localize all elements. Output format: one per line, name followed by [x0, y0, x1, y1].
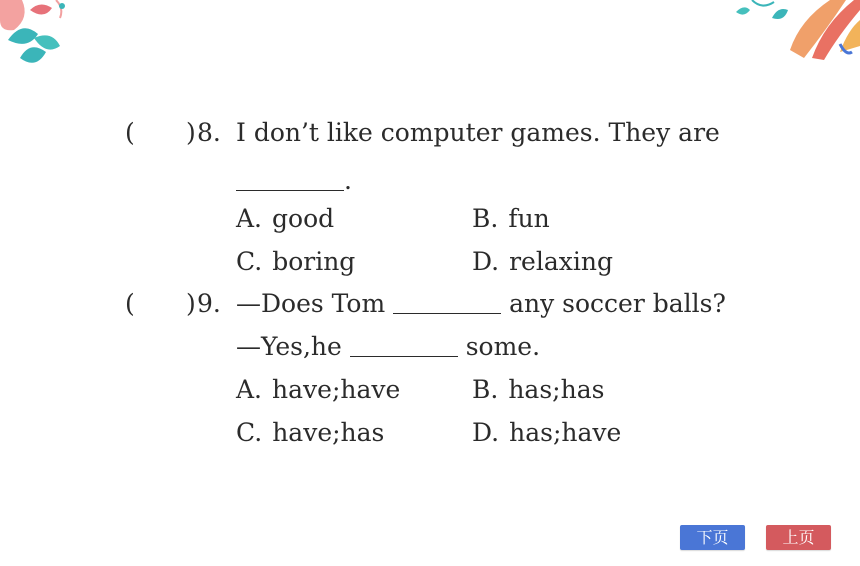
next-page-button[interactable]: 下页 [680, 525, 745, 550]
stem-end-punctuation: . [344, 166, 352, 195]
question-text: any soccer balls? [509, 289, 726, 318]
question-line-1 [236, 289, 726, 319]
answer-paren-close: ) [186, 118, 196, 147]
option-c [236, 247, 355, 277]
option-text: boring [272, 247, 356, 276]
question-text: some. [465, 332, 541, 361]
answer-blank [393, 289, 501, 314]
question-number: 9. [197, 289, 221, 318]
answer-blank [350, 332, 458, 357]
option-letter: A. [236, 204, 263, 233]
option-d [472, 418, 621, 448]
previous-page-button[interactable]: 上页 [766, 525, 831, 550]
option-letter: B. [472, 375, 499, 404]
question-text: —Does Tom [236, 289, 386, 318]
option-text: have;have [272, 375, 401, 404]
floral-decoration-top-left-icon [0, 0, 80, 80]
option-text: good [272, 204, 335, 233]
option-text: has;have [509, 418, 622, 447]
question-line-2 [236, 332, 540, 362]
option-a [236, 375, 400, 405]
question-number: 8. [197, 118, 221, 147]
option-text: has;has [508, 375, 605, 404]
question-stem-continuation [236, 166, 352, 196]
answer-paren-close: ) [186, 289, 196, 318]
option-text: relaxing [509, 247, 613, 276]
answer-paren-open: ( [125, 289, 135, 318]
option-letter: D. [472, 418, 500, 447]
option-letter: B. [472, 204, 499, 233]
option-text: have;has [272, 418, 385, 447]
option-letter: C. [236, 418, 263, 447]
option-letter: A. [236, 375, 263, 404]
answer-paren-open: ( [125, 118, 135, 147]
option-text: fun [508, 204, 550, 233]
option-b [472, 204, 550, 234]
floral-decoration-top-right-icon [730, 0, 860, 62]
option-b [472, 375, 604, 405]
option-letter: C. [236, 247, 263, 276]
question-stem [236, 118, 720, 148]
question-stem-text: I don’t like computer games. They are [236, 118, 720, 147]
answer-blank [236, 166, 344, 191]
question-text: —Yes,he [236, 332, 342, 361]
option-a [236, 204, 334, 234]
option-letter: D. [472, 247, 500, 276]
option-c [236, 418, 384, 448]
option-d [472, 247, 613, 277]
